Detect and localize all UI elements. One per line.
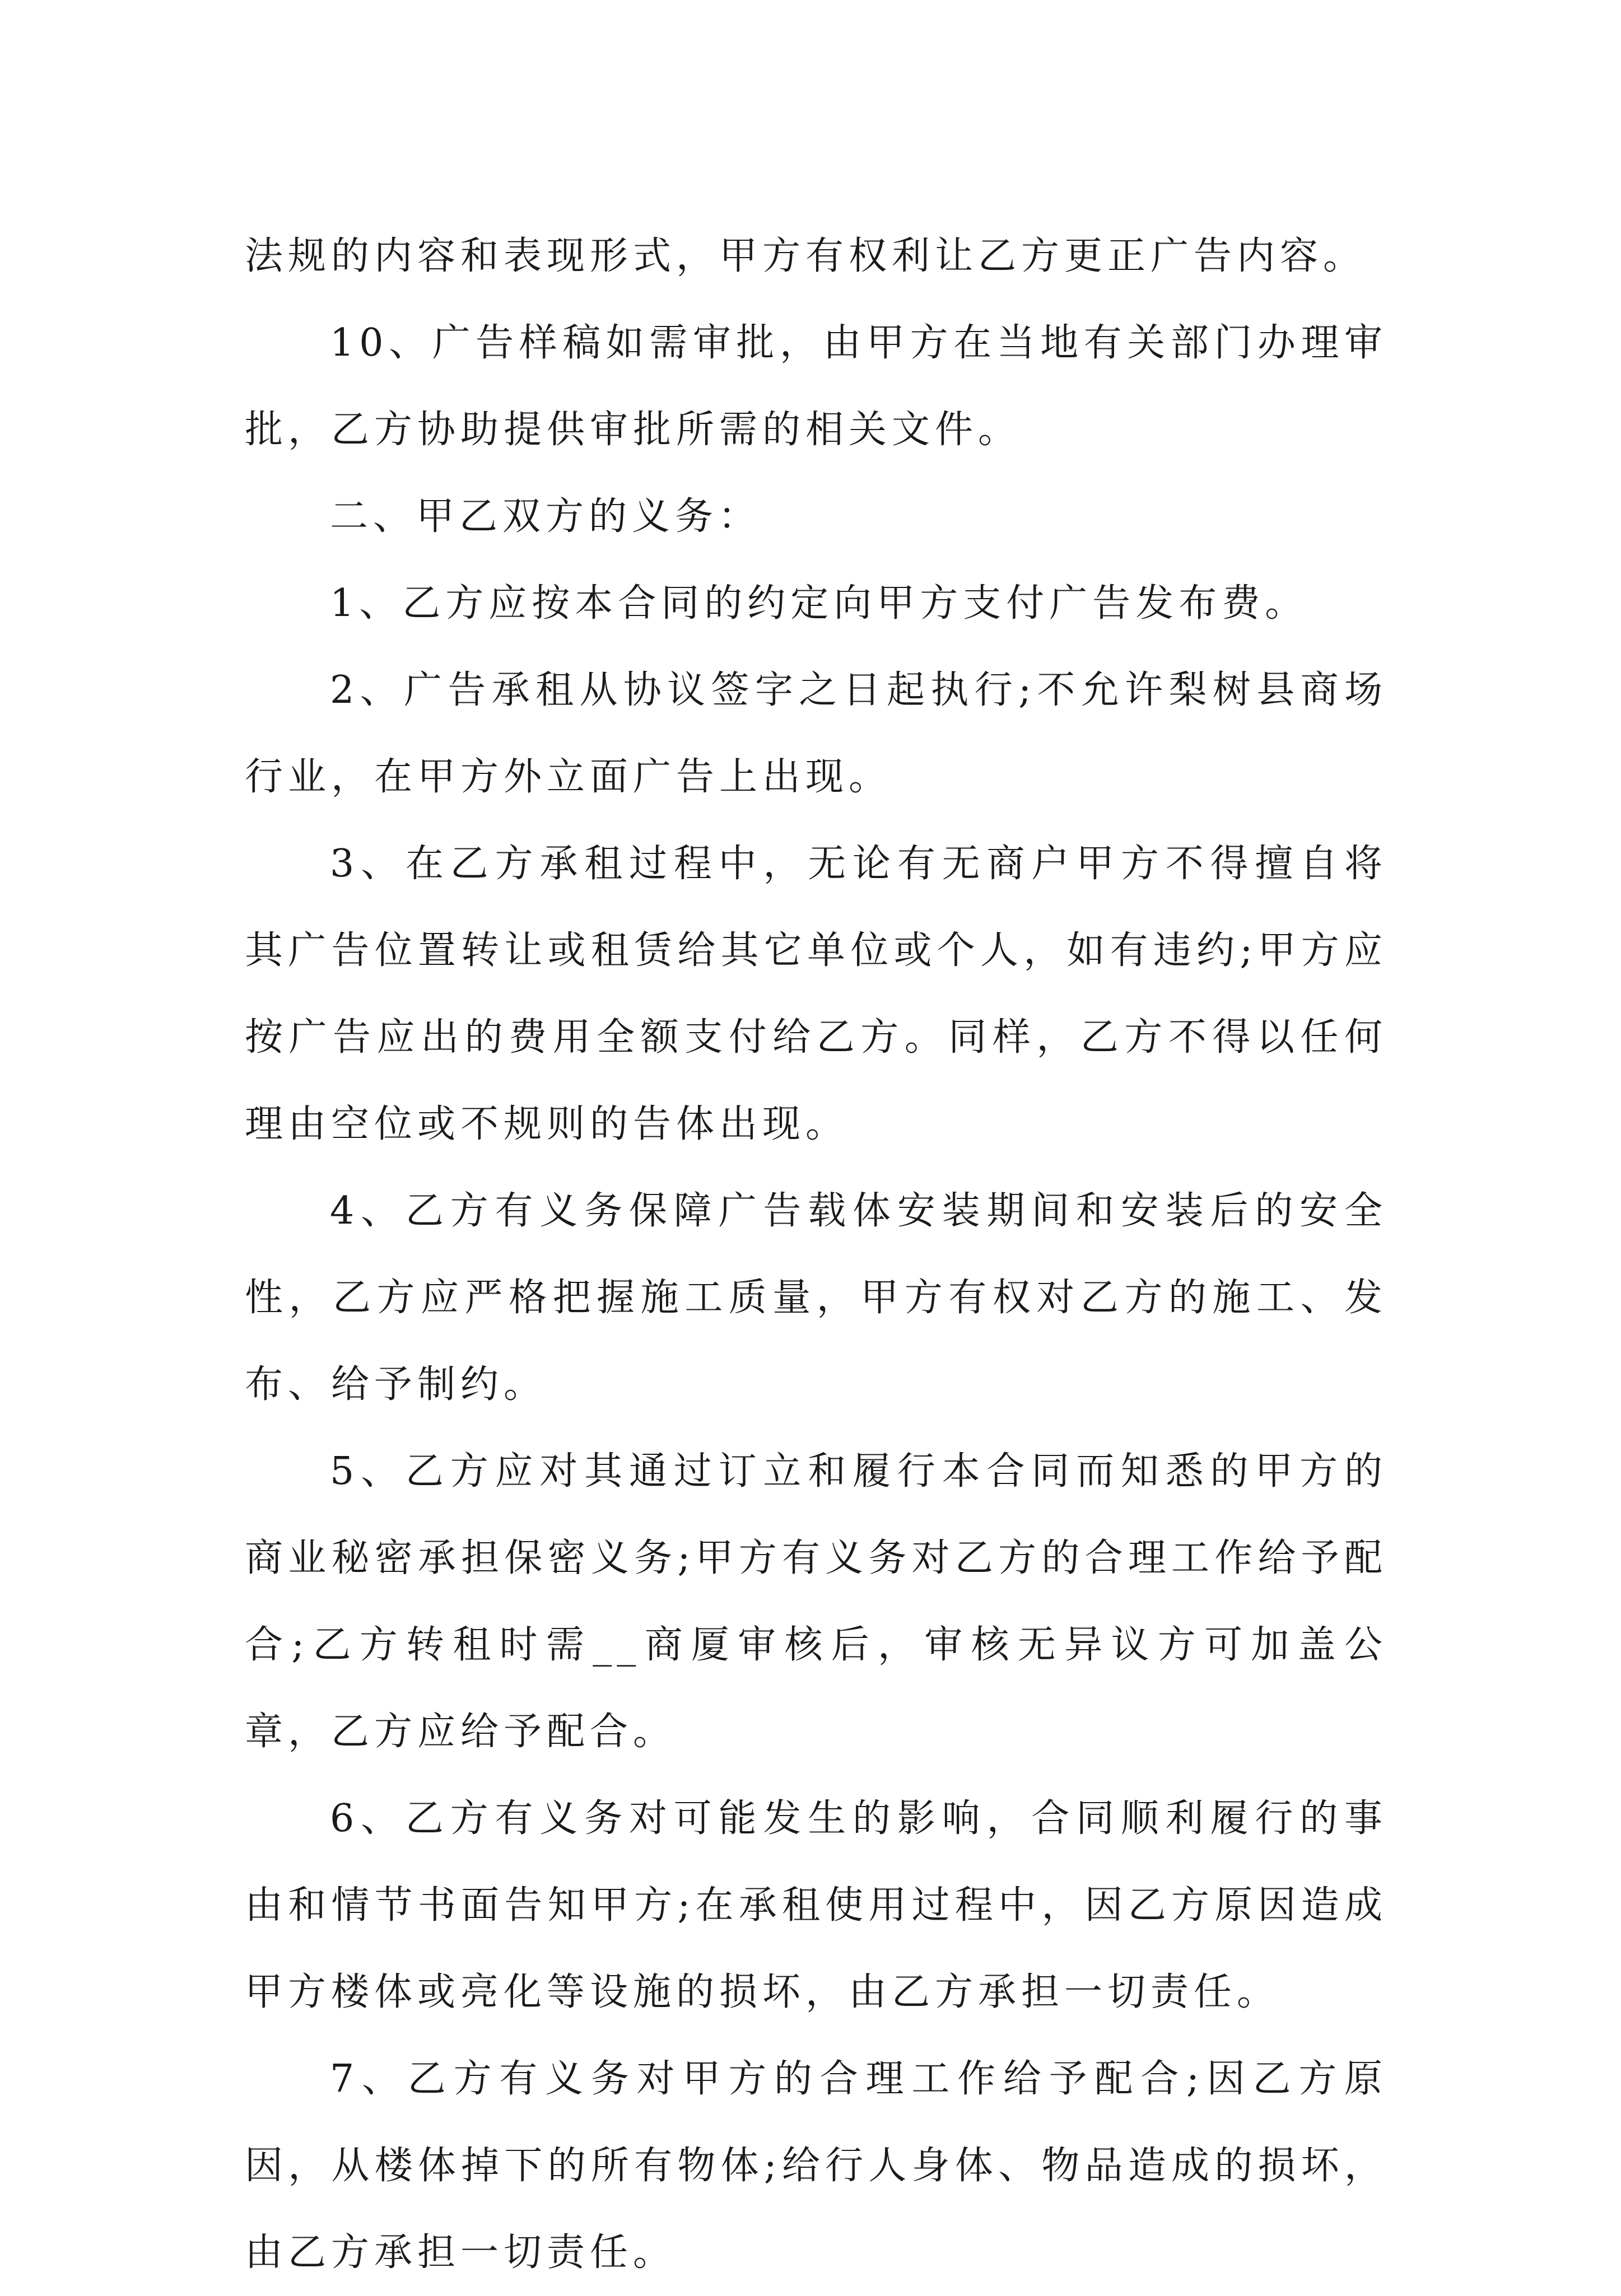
paragraph-continuation: 法规的内容和表现形式，甲方有权利让乙方更正广告内容。	[245, 234, 1367, 278]
paragraph-obligation-3: 3、在乙方承租过程中，无论有无商户甲方不得擅自将其广告位置转让或租赁给其它单位或个人，如有违约;甲方应按广告应出的费用全额支付给乙方。同样，乙方不得以任何理由空位或不规则的告体出现。	[245, 842, 1387, 1146]
paragraph-clause-10: 10、广告样稿如需审批，由甲方在当地有关部门办理审批，乙方协助提供审批所需的相关文件。	[245, 321, 1387, 452]
document-body	[245, 213, 1387, 2296]
paragraph-obligation-1: 1、乙方应按本合同的约定向甲方支付广告发布费。	[330, 581, 1308, 626]
paragraph-obligation-4: 4、乙方有义务保障广告载体安装期间和安装后的安全性，乙方应严格把握施工质量，甲方有权对乙方的施工、发布、给予制约。	[245, 1189, 1387, 1407]
paragraph-obligation-2: 2、广告承租从协议签字之日起执行;不允许梨树县商场行业，在甲方外立面广告上出现。	[245, 668, 1387, 799]
section-heading-obligations: 二、甲乙双方的义务：	[330, 494, 762, 539]
paragraph-obligation-7: 7、乙方有义务对甲方的合理工作给予配合;因乙方原因，从楼体掉下的所有物体;给行人身体、物品造成的损坏，由乙方承担一切责任。	[245, 2057, 1387, 2275]
paragraph-obligation-5: 5、乙方应对其通过订立和履行本合同而知悉的甲方的商业秘密承担保密义务;甲方有义务对乙方的合理工作给予配合;乙方转租时需__商厦审核后，审核无异议方可加盖公章，乙方应给予配合。	[245, 1449, 1387, 1754]
paragraph-obligation-6: 6、乙方有义务对可能发生的影响，合同顺利履行的事由和情节书面告知甲方;在承租使用过程中，因乙方原因造成甲方楼体或亮化等设施的损坏，由乙方承担一切责任。	[245, 1796, 1387, 2014]
